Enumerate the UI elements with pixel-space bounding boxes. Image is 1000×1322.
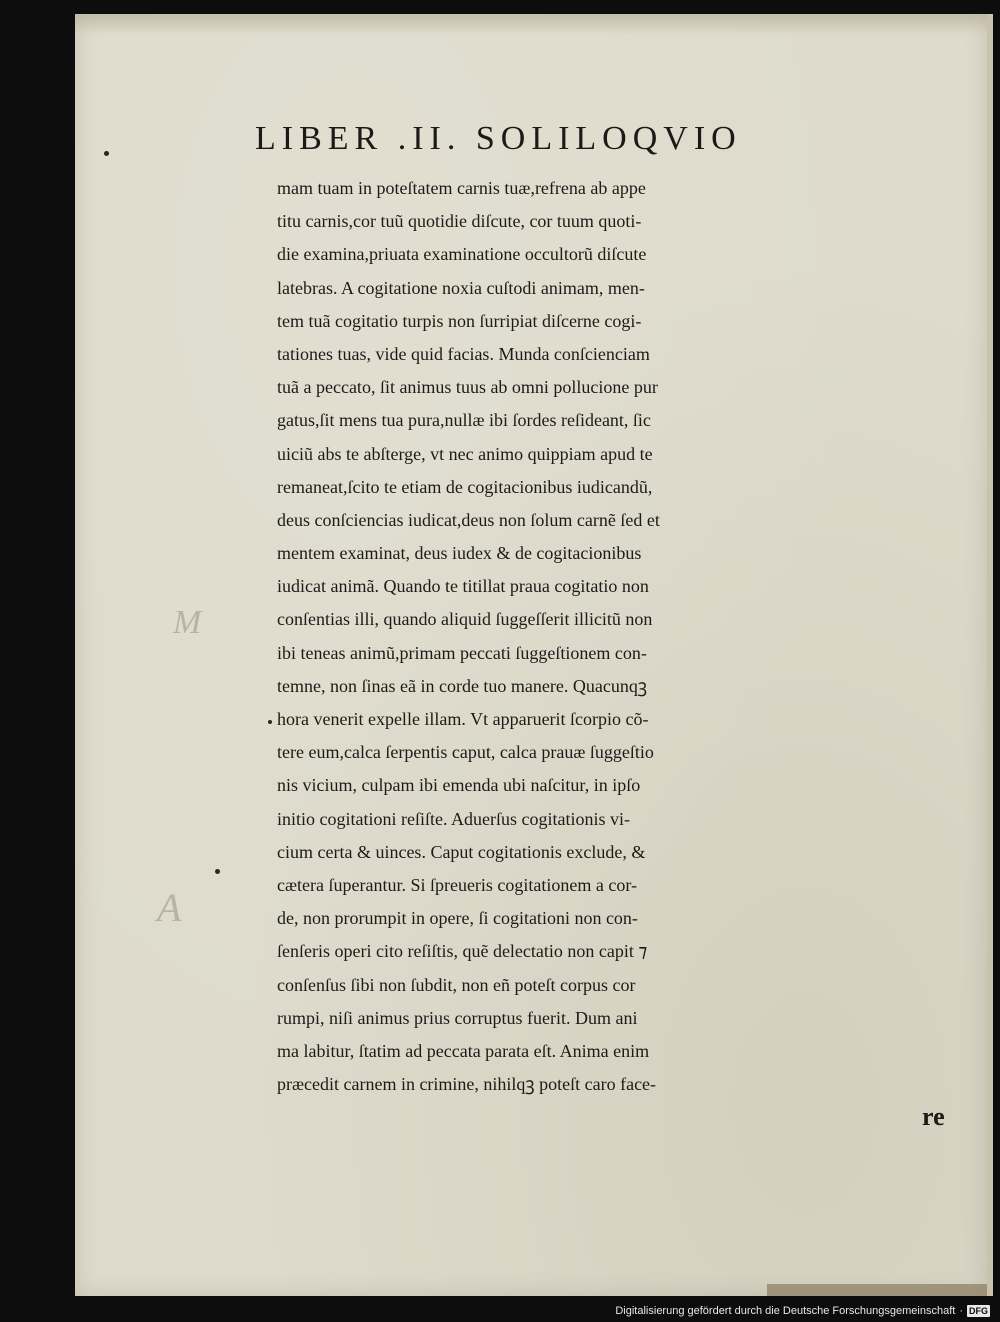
credit-text: Digitalisierung gefördert durch die Deutsche Forschungsgemeinschaft [615,1305,956,1317]
ink-dot [268,720,272,724]
text-line: temne, non ſinas eã in corde tuo manere. Quacunqꝫ [277,675,648,696]
text-line: cætera ſuperantur. Si ſpreueris cogitationem a cor- [277,874,638,895]
text-line: iudicat animã. Quando te titillat praua cogitatio non [277,576,649,597]
digitization-credit: Digitalisierung gefördert durch die Deutsche Forschungsgemeinschaft · DFG [615,1305,988,1317]
text-line: deus conſciencias iudicat,deus non ſolum carnẽ ſed et [277,509,660,530]
page-bottom-edge [767,1284,987,1296]
text-line: tere eum,calca ſerpentis caput, calca prauæ ſuggeſtio [277,742,654,763]
text-line: ſenſeris operi cito reſiſtis, quẽ delectatio non capit ⁊ [277,941,648,962]
text-line: tuã a peccato, ſit animus tuus ab omni pollucione pur [277,377,658,398]
text-line: de, non prorumpit in opere, ſi cogitationi non con- [277,908,638,929]
running-head: LIBER .II. SOLILOQVIO [255,120,742,157]
text-line: nis vicium, culpam ibi emenda ubi naſcitur, in ipſo [277,775,641,796]
text-line: præcedit carnem in crimine, nihilqꝫ poteſt caro face- [277,1074,657,1095]
text-line: ibi teneas animũ,primam peccati ſuggeſtionem con- [277,642,647,663]
text-block [277,172,967,1101]
text-line: tationes tuas, vide quid facias. Munda conſcienciam [277,343,650,364]
text-line: cium certa & uinces. Caput cogitationis exclude, & [277,841,646,862]
page-top-edge [75,14,987,34]
text-line: gatus,ſit mens tua pura,nullæ ibi ſordes reſideant, ſic [277,410,651,431]
text-line: tem tuã cogitatio turpis non ſurripiat diſcerne cogi- [277,310,642,331]
margin-ghost-mark: M [173,604,202,641]
text-line: uiciũ abs te abſterge, vt nec animo quippiam apud te [277,443,653,464]
text-line: conſenſus ſibi non ſubdit, non eñ poteſt corpus cor [277,974,636,995]
text-line: titu carnis,cor tuũ quotidie diſcute, cor tuum quoti- [277,211,642,232]
ink-dot [215,869,220,874]
dfg-logo: DFG [969,1306,988,1316]
text-line: rumpi, niſi animus prius corruptus fuerit. Dum ani [277,1007,638,1028]
text-line: mam tuam in poteſtatem carnis tuæ,refrena ab appe [277,178,646,198]
text-line: latebras. A cogitatione noxia cuſtodi animam, men- [277,277,645,298]
text-line: remaneat,ſcito te etiam de cogitacionibus iudicandũ, [277,476,653,497]
text-line: conſentias illi, quando aliquid ſuggeſſerit illicitũ non [277,609,653,630]
text-line: ma labitur, ſtatim ad peccata parata eſt. Anima enim [277,1040,650,1061]
text-line: die examina,priuata examinatione occultorũ diſcute [277,244,647,265]
text-line: initio cogitationi reſiſte. Aduerſus cogitationis vi- [277,808,630,829]
margin-ghost-mark: A [157,885,182,930]
ink-dot [104,151,109,156]
text-line: mentem examinat, deus iudex & de cogitacionibus [277,543,642,564]
catchword: re [922,1102,945,1131]
text-line: hora venerit expelle illam. Vt apparuerit ſcorpio cõ- [277,709,649,729]
